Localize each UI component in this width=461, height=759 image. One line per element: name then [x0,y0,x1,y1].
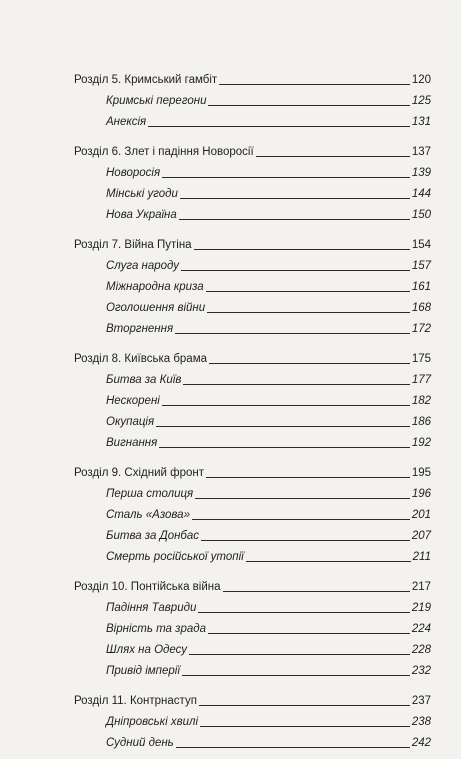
subsection-title: Нескорені [106,395,160,407]
toc-chapter-row [74,687,431,708]
toc-subsection-row [74,429,431,450]
subsection-title: Окупація [106,416,155,428]
toc-section [74,66,431,129]
leader-line [206,477,410,478]
subsection-title: Анексія [106,116,147,128]
leader-line [223,591,410,592]
leader-line [148,126,410,127]
subsection-title: Вторгнення [106,323,174,335]
chapter-title: Розділ 9. Східний фронт [74,467,204,479]
toc-section [74,138,431,222]
subsection-title: Новоросія [106,167,161,179]
toc-chapter-row [74,138,431,159]
leader-line [219,84,410,85]
page-number: 192 [411,437,431,449]
subsection-title: Судний день [106,737,174,749]
subsection-title: Шлях на Одесу [106,644,188,656]
page-number: 168 [411,302,431,314]
page-number: 139 [411,167,431,179]
page-number: 137 [411,146,431,158]
leader-line [162,177,410,178]
page-number: 177 [411,374,431,386]
leader-line [194,249,410,250]
leader-line [209,363,410,364]
page-number: 157 [411,260,431,272]
chapter-title: Розділ 5. Кримський гамбіт [74,74,218,86]
leader-line [181,270,410,271]
leader-line [208,105,409,106]
toc-subsection-row [74,729,431,750]
toc-subsection-row [74,522,431,543]
toc-subsection-row [74,252,431,273]
page-number: 196 [411,488,431,500]
leader-line [206,291,410,292]
toc-subsection-row [74,159,431,180]
toc-subsection-row [74,408,431,429]
leader-line [207,312,410,313]
subsection-title: Нова Україна [106,209,177,221]
leader-line [256,156,410,157]
toc-section [74,459,431,564]
leader-line [180,198,410,199]
toc-section [74,573,431,678]
subsection-title: Привід імперії [106,665,180,677]
page-number: 217 [411,581,431,593]
subsection-title: Вигнання [106,437,158,449]
subsection-title: Мінські угоди [106,188,178,200]
page-number: 228 [411,644,431,656]
toc-chapter-row [74,459,431,480]
toc-chapter-row [74,573,431,594]
leader-line [175,333,410,334]
toc-subsection-row [74,108,431,129]
page-number: 237 [411,695,431,707]
page-number: 125 [411,95,431,107]
page-number: 131 [411,116,431,128]
toc-subsection-row [74,636,431,657]
subsection-title: Дніпровські хвилі [106,716,199,728]
page-number: 182 [411,395,431,407]
leader-line [199,705,410,706]
page-number: 238 [411,716,431,728]
leader-line [179,219,410,220]
toc-chapter-row [74,231,431,252]
toc-subsection-row [74,501,431,522]
page-number: 144 [411,188,431,200]
toc-subsection-row [74,294,431,315]
leader-line [201,540,410,541]
page-number: 150 [411,209,431,221]
toc-subsection-row [74,180,431,201]
page-number: 195 [411,467,431,479]
leader-line [200,726,410,727]
page-number: 219 [411,602,431,614]
toc-chapter-row [74,66,431,87]
toc-subsection-row [74,366,431,387]
subsection-title: Битва за Донбас [106,530,200,542]
page-number: 186 [411,416,431,428]
page-number: 120 [411,74,431,86]
toc-subsection-row [74,480,431,501]
page-number: 224 [411,623,431,635]
toc-subsection-row [74,657,431,678]
toc-section [74,345,431,450]
leader-line [189,654,410,655]
chapter-title: Розділ 10. Понтійська війна [74,581,221,593]
leader-line [198,612,409,613]
table-of-contents [74,66,431,759]
leader-line [192,519,410,520]
subsection-title: Слуга народу [106,260,180,272]
subsection-title: Падіння Тавриди [106,602,197,614]
subsection-title: Кримські перегони [106,95,207,107]
page-number: 232 [411,665,431,677]
subsection-title: Смерть російської утопії [106,551,244,563]
page-number: 175 [411,353,431,365]
page-number: 172 [411,323,431,335]
chapter-title: Розділ 6. Злет і падіння Новоросії [74,146,254,158]
toc-subsection-row [74,87,431,108]
page-number: 154 [411,239,431,251]
leader-line [246,561,411,562]
toc-subsection-row [74,201,431,222]
leader-line [195,498,410,499]
toc-section [74,687,431,750]
page-number: 207 [411,530,431,542]
leader-line [208,633,410,634]
page-number: 161 [411,281,431,293]
leader-line [183,384,409,385]
toc-subsection-row [74,543,431,564]
subsection-title: Вірність та зрада [106,623,207,635]
chapter-title: Розділ 11. Контрнаступ [74,695,197,707]
leader-line [156,426,410,427]
chapter-title: Розділ 8. Київська брама [74,353,208,365]
toc-subsection-row [74,387,431,408]
page-number: 242 [411,737,431,749]
leader-line [182,675,410,676]
toc-subsection-row [74,273,431,294]
leader-line [176,747,410,748]
subsection-title: Битва за Київ [106,374,182,386]
toc-subsection-row [74,615,431,636]
subsection-title: Оголошення війни [106,302,206,314]
page-number: 201 [411,509,431,521]
toc-subsection-row [74,708,431,729]
toc-chapter-row [74,345,431,366]
toc-subsection-row [74,315,431,336]
chapter-title: Розділ 7. Війна Путіна [74,239,192,251]
leader-line [159,447,410,448]
page-number: 211 [412,551,431,563]
subsection-title: Сталь «Азова» [106,509,190,521]
subsection-title: Перша столиця [106,488,194,500]
leader-line [162,405,410,406]
toc-subsection-row [74,594,431,615]
subsection-title: Міжнародна криза [106,281,204,293]
toc-section [74,231,431,336]
